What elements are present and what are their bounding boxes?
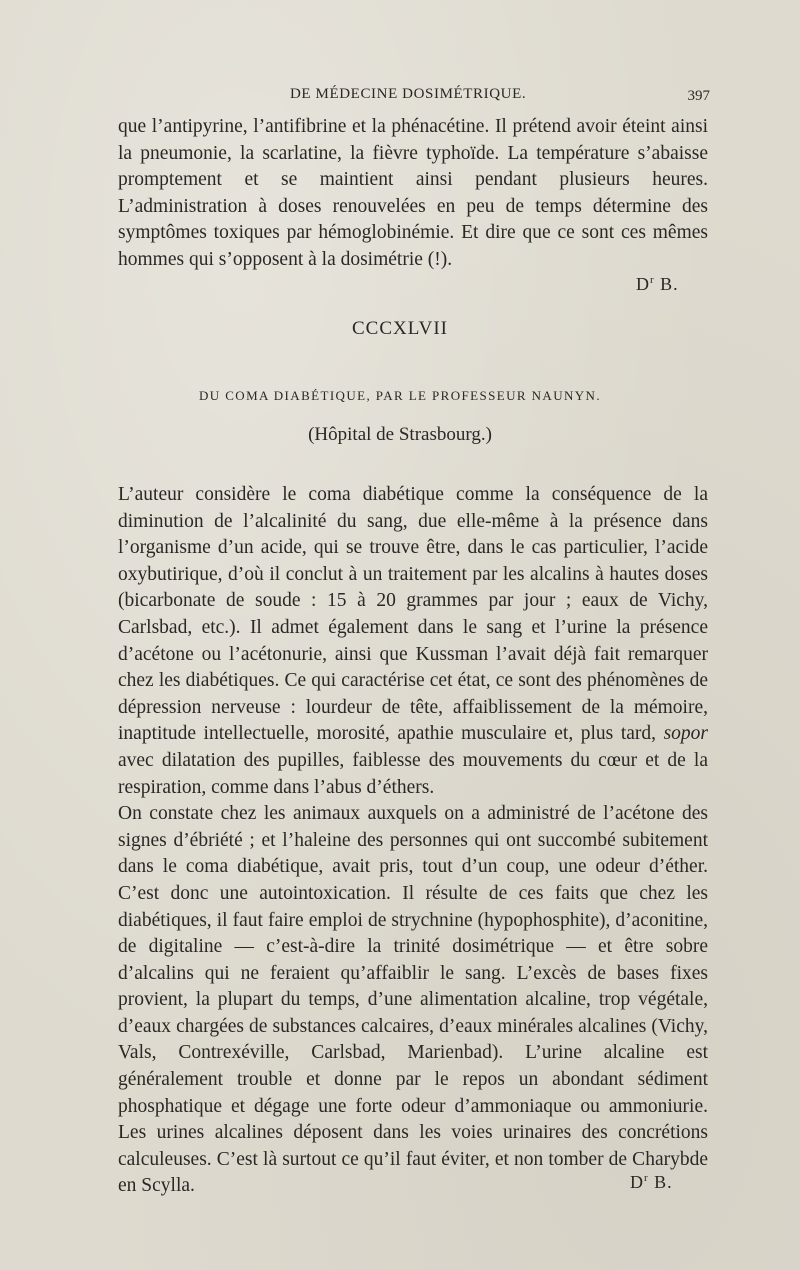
running-title: DE MÉDECINE DOSIMÉTRIQUE.	[290, 86, 527, 102]
article1-paragraph: que l’antipyrine, l’antifibrine et la phénacétine. Il prétend avoir éteint ainsi la pneumonie, la scarlatine, la fièvre typhoïde. La température s’abaisse promptement et se maintient ainsi pendant plusieurs heures. L’administration à doses renouvelées en peu de temps détermine des symptômes toxiques par hémoglobinémie. Et dire que ce sont ces mêmes hommes qui s’opposent à la dosimétrie (!).	[118, 116, 708, 270]
article-numeral: CCCXLVII	[352, 318, 448, 339]
article1-signature	[636, 274, 679, 295]
running-head	[100, 86, 710, 108]
p1-after: avec dilatation des pupilles, faiblesse des mouvements du cœur et de la respiration, comme dans l’abus d’éthers.	[118, 749, 708, 798]
article1-text	[118, 114, 708, 274]
article-title: DU COMA DIABÉTIQUE, PAR LE PROFESSEUR NAUNYN.	[199, 388, 601, 403]
p1-before: L’auteur considère le coma diabétique comme la conséquence de la diminution de l’alcalinité du sang, due elle-même à la présence dans l’organisme d’un acide, qui se trouve être, dans le cas particulier, l’acide oxybutirique, d’où il conclut à un traitement par les alcalins à hautes doses (bicarbonate de soude : 15 à 20 grammes par jour ; eaux de Vichy, Carlsbad, etc.). Il admet également dans le sang et l’urine la présence d’acétone ou l’acétonurie, ainsi que Kussman l’avait déjà fait remarquer chez les diabétiques. Ce qui caractérise cet état, ce sont des phénomènes de dépression nerveuse : lourdeur de tête, affaiblissement de la mémoire, inaptitude intellectuelle, morosité, apathie musculaire et, plus tard,	[118, 484, 708, 745]
article-subtitle: (Hôpital de Strasbourg.)	[308, 424, 492, 445]
signature-name: B.	[648, 1172, 673, 1192]
p1-italic: sopor	[663, 723, 708, 745]
article2-paragraph-2: On constate chez les animaux auxquels on a administré de l’acétone des signes d’ébriété ; et l’haleine des personnes qui ont succombé subitement dans le coma diabétique, avait pris, tout d’un coup, une odeur d’éther. C’est donc une autointoxication. Il résulte de ces faits que chez les diabétiques, il faut faire emploi de strychnine (hypophosphite), d’aconitine, de digitaline — c’est-à-dire la trinité dosimétrique — et être sobre d’alcalins qui ne feraient qu’affaiblir le sang. L’excès de bases fixes provient, la plupart du temps, d’une alimentation alcaline, trop végétale, d’eaux chargées de substances calcaires, d’eaux minérales alcalines (Vichy, Vals, Contrexéville, Carlsbad, Marienbad). L’urine alcaline est généralement trouble et donne par le repos un abondant sédiment phosphatique et dégage une forte odeur d’ammoniaque ou ammoniurie. Les urines alcalines déposent dans les voies urinaires des concrétions calculeuses. C’est là surtout ce qu’il faut éviter, et non tomber de Charybde en Scylla.	[118, 803, 708, 1197]
signature-sup: r	[644, 1172, 649, 1184]
signature-prefix: D	[630, 1172, 644, 1192]
page-number: 397	[687, 88, 710, 104]
signature-prefix: D	[636, 274, 650, 294]
signature-sup: r	[650, 274, 655, 286]
article2-signature	[630, 1172, 673, 1193]
article2-text	[118, 482, 708, 1200]
signature-name: B.	[654, 274, 679, 294]
article2-paragraph-1	[118, 482, 708, 801]
